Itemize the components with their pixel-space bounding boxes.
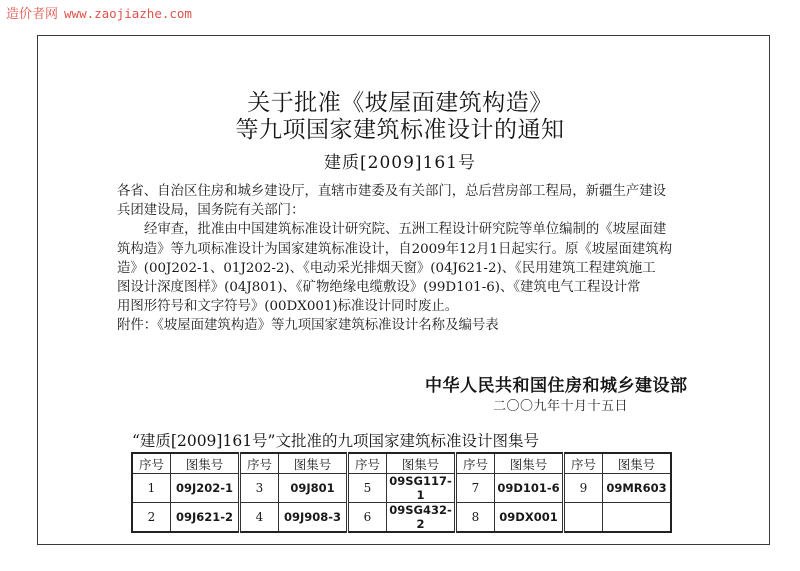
issuer-signature: 中华人民共和国住房和城乡建设部 xyxy=(425,376,688,396)
code-cell: 09J202-1 xyxy=(171,474,240,503)
table-header-row xyxy=(132,453,671,474)
code-cell: 09MR603 xyxy=(603,474,672,503)
code-cell: 09SG117-1 xyxy=(387,474,456,503)
code-cell: 09D101-6 xyxy=(495,474,564,503)
watermark-url: www.zaojiazhe.com xyxy=(64,6,192,21)
watermark xyxy=(6,3,192,22)
code-cell: 09J908-3 xyxy=(279,503,348,533)
seq-cell: 4 xyxy=(240,503,279,533)
body-line-recipients-1: 各省、自治区住房和城乡建设厅，直辖市建委及有关部门，总后营房部工程局，新疆生产建设 xyxy=(117,184,667,199)
code-cell xyxy=(603,503,672,533)
body-line-3: 经审查，批准由中国建筑标准设计研究院、五洲工程设计研究院等单位编制的《坡屋面建 xyxy=(144,222,667,238)
header-code: 图集号 xyxy=(387,453,456,474)
seq-cell: 9 xyxy=(564,474,603,503)
header-code: 图集号 xyxy=(603,453,672,474)
header-code: 图集号 xyxy=(171,453,240,474)
header-code: 图集号 xyxy=(495,453,564,474)
code-cell: 09J621-2 xyxy=(171,503,240,533)
body-line-6: 图设计深度图样》(04J801)、《矿物绝缘电缆敷设》(99D101-6)、《建筑电气工程设计常 xyxy=(117,279,641,295)
body-line-7: 用图形符号和文字符号》(00DX001)标准设计同时废止。 xyxy=(117,299,459,315)
header-seq: 序号 xyxy=(564,453,603,474)
issue-date: 二〇〇九年十月十五日 xyxy=(493,399,629,414)
body-line-4: 筑构造》等九项标准设计为国家建筑标准设计，自2009年12月1日起实行。原《坡屋面建筑构 xyxy=(117,241,673,257)
seq-cell: 1 xyxy=(132,474,171,503)
attachment-line: 附件：《坡屋面建筑构造》等九项国家建筑标准设计名称及编号表 xyxy=(117,318,499,334)
body-line-5: 造》(00J202-1、01J202-2)、《电动采光排烟天窗》(04J621-2)、《民用建筑工程建筑施工 xyxy=(117,260,656,276)
header-seq: 序号 xyxy=(240,453,279,474)
seq-cell: 6 xyxy=(348,503,387,533)
table-caption: “建质[2009]161号”文批准的九项国家建筑标准设计图集号 xyxy=(132,432,539,450)
seq-cell: 5 xyxy=(348,474,387,503)
code-cell: 09DX001 xyxy=(495,503,564,533)
header-seq: 序号 xyxy=(132,453,171,474)
table-row xyxy=(132,474,671,503)
header-code: 图集号 xyxy=(279,453,348,474)
seq-cell: 2 xyxy=(132,503,171,533)
table-row xyxy=(132,503,671,533)
code-cell: 09J801 xyxy=(279,474,348,503)
watermark-site-name: 造价者网 xyxy=(6,7,59,22)
code-cell: 09SG432-2 xyxy=(387,503,456,533)
seq-cell: 8 xyxy=(456,503,495,533)
body-line-recipients-2: 兵团建设局，国务院有关部门： xyxy=(117,203,305,219)
document-body xyxy=(117,182,677,336)
header-seq: 序号 xyxy=(348,453,387,474)
seq-cell: 3 xyxy=(240,474,279,503)
document-title-line-1: 关于批准《坡屋面建筑构造》 xyxy=(247,90,553,116)
document-title-line-2: 等九项国家建筑标准设计的通知 xyxy=(235,117,565,143)
document-number: 建质[2009]161号 xyxy=(324,153,476,173)
seq-cell: 7 xyxy=(456,474,495,503)
seq-cell xyxy=(564,503,603,533)
header-seq: 序号 xyxy=(456,453,495,474)
atlas-number-table xyxy=(131,452,672,533)
